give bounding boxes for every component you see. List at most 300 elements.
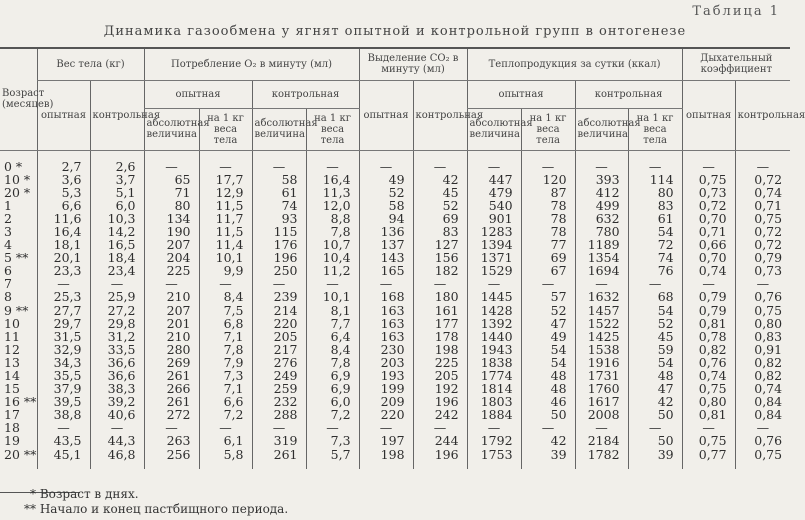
value-cell: —: [575, 421, 628, 434]
value-cell: 8,8: [306, 212, 359, 225]
value-cell: 6,1: [199, 434, 252, 447]
value-cell: 50: [521, 408, 575, 421]
age-cell: 20 *: [4, 184, 31, 200]
value-cell: —: [37, 277, 90, 290]
header-o2-exp-kg: на 1 кг веса тела: [199, 108, 252, 150]
value-cell: 0,72: [735, 173, 790, 186]
value-cell: 276: [252, 356, 306, 369]
value-cell: —: [252, 421, 306, 434]
value-cell: 11,5: [199, 199, 252, 212]
value-cell: 78: [521, 212, 575, 225]
value-cell: 50: [628, 434, 682, 447]
value-cell: 1440: [467, 330, 521, 343]
value-cell: —: [521, 421, 575, 434]
age-cell: 2: [4, 210, 12, 226]
value-cell: 8,4: [199, 290, 252, 303]
header-weight-exp: опытная: [37, 80, 90, 150]
value-cell: 8,1: [306, 304, 359, 317]
header-age: Возраст (месяцев): [0, 48, 37, 150]
value-cell: 11,5: [199, 225, 252, 238]
age-cell: 19: [4, 433, 20, 449]
value-cell: 7,2: [306, 408, 359, 421]
value-cell: 7,8: [199, 343, 252, 356]
value-cell: 230: [359, 343, 413, 356]
value-cell: —: [144, 421, 199, 434]
value-cell: 1782: [575, 448, 628, 469]
value-cell: 47: [521, 317, 575, 330]
value-cell: 54: [628, 225, 682, 238]
value-cell: 266: [144, 382, 199, 395]
value-cell: 280: [144, 343, 199, 356]
value-cell: 36,6: [90, 356, 144, 369]
value-cell: 0,84: [735, 395, 790, 408]
value-cell: 0,81: [682, 317, 735, 330]
value-cell: 50: [628, 408, 682, 421]
value-cell: 136: [359, 225, 413, 238]
value-cell: 5,1: [90, 186, 144, 199]
value-cell: 178: [413, 330, 467, 343]
value-cell: 137: [359, 238, 413, 251]
value-cell: 5,7: [306, 448, 359, 469]
header-o2-exp: опытная: [144, 80, 252, 108]
value-cell: 393: [575, 173, 628, 186]
value-cell: 0,79: [682, 290, 735, 303]
value-cell: 0,75: [735, 212, 790, 225]
value-cell: 2,6: [90, 150, 144, 173]
table-row: [0, 290, 790, 303]
table-row: [0, 448, 790, 469]
header-rq-ctl: контрольная: [735, 80, 790, 150]
value-cell: 18,1: [37, 238, 90, 251]
value-cell: 214: [252, 304, 306, 317]
value-cell: 6,0: [90, 199, 144, 212]
value-cell: 447: [467, 173, 521, 186]
value-cell: 0,79: [735, 251, 790, 264]
value-cell: 27,7: [37, 304, 90, 317]
value-cell: 38,3: [90, 382, 144, 395]
value-cell: 0,73: [735, 264, 790, 277]
value-cell: 261: [144, 395, 199, 408]
value-cell: 412: [575, 186, 628, 199]
value-cell: 479: [467, 186, 521, 199]
value-cell: 177: [413, 317, 467, 330]
value-cell: 632: [575, 212, 628, 225]
age-cell: 11: [4, 328, 20, 344]
value-cell: 182: [413, 264, 467, 277]
table-row: [0, 317, 790, 330]
value-cell: 7,7: [306, 317, 359, 330]
header-co2-exp: опытная: [359, 80, 413, 150]
value-cell: 1632: [575, 290, 628, 303]
value-cell: 1774: [467, 369, 521, 382]
age-cell: 3: [4, 223, 12, 239]
value-cell: 54: [628, 356, 682, 369]
value-cell: 2008: [575, 408, 628, 421]
value-cell: —: [252, 277, 306, 290]
value-cell: 263: [144, 434, 199, 447]
value-cell: —: [199, 150, 252, 173]
age-cell: 9 **: [4, 302, 29, 318]
value-cell: 1943: [467, 343, 521, 356]
value-cell: 0,71: [735, 199, 790, 212]
value-cell: —: [359, 277, 413, 290]
header-heat-exp: опытная: [467, 80, 575, 108]
value-cell: 210: [144, 330, 199, 343]
value-cell: —: [575, 277, 628, 290]
value-cell: 2,7: [37, 150, 90, 173]
table-row: [0, 330, 790, 343]
value-cell: 190: [144, 225, 199, 238]
value-cell: 72: [628, 238, 682, 251]
value-cell: 48: [628, 369, 682, 382]
age-cell: 1: [4, 197, 12, 213]
value-cell: 7,2: [199, 408, 252, 421]
value-cell: 6,6: [37, 199, 90, 212]
value-cell: 1694: [575, 264, 628, 277]
value-cell: 42: [521, 434, 575, 447]
value-cell: 5,8: [199, 448, 252, 469]
value-cell: —: [306, 421, 359, 434]
value-cell: 1617: [575, 395, 628, 408]
header-weight: Вес тела (кг): [37, 48, 144, 80]
value-cell: 0,79: [682, 304, 735, 317]
age-cell: 20 **: [4, 446, 37, 462]
gas-exchange-table: [0, 47, 805, 469]
value-cell: 205: [413, 369, 467, 382]
value-cell: 42: [413, 173, 467, 186]
value-cell: 25,3: [37, 290, 90, 303]
value-cell: 74: [252, 199, 306, 212]
value-cell: 0,78: [682, 330, 735, 343]
value-cell: 163: [359, 317, 413, 330]
value-cell: 27,2: [90, 304, 144, 317]
value-cell: 1392: [467, 317, 521, 330]
value-cell: 0,84: [735, 408, 790, 421]
value-cell: 0,66: [682, 238, 735, 251]
value-cell: 11,7: [199, 212, 252, 225]
header-heat-ctl: контрольная: [575, 80, 682, 108]
value-cell: 10,1: [306, 290, 359, 303]
value-cell: 6,9: [306, 382, 359, 395]
value-cell: 499: [575, 199, 628, 212]
header-heat-exp-kg: на 1 кг веса тела: [521, 108, 575, 150]
value-cell: 176: [252, 238, 306, 251]
value-cell: 1522: [575, 317, 628, 330]
value-cell: 10,1: [199, 251, 252, 264]
header-heat: Теплопродукция за сутки (ккал): [467, 48, 682, 80]
value-cell: 48: [521, 369, 575, 382]
table-row: [0, 199, 790, 212]
value-cell: 207: [144, 238, 199, 251]
value-cell: 1838: [467, 356, 521, 369]
value-cell: 25,9: [90, 290, 144, 303]
value-cell: —: [628, 150, 682, 173]
value-cell: 0,74: [682, 264, 735, 277]
value-cell: 7,8: [306, 225, 359, 238]
header-heat-ctl-kg: на 1 кг веса тела: [628, 108, 682, 150]
table-row: [0, 186, 790, 199]
value-cell: 77: [521, 238, 575, 251]
table-row: [0, 173, 790, 186]
value-cell: 3,7: [90, 173, 144, 186]
value-cell: 201: [144, 317, 199, 330]
value-cell: 0,72: [682, 199, 735, 212]
value-cell: 0,80: [682, 395, 735, 408]
age-cell: 14: [4, 368, 20, 383]
age-cell: 6: [4, 263, 12, 279]
value-cell: 239: [252, 290, 306, 303]
value-cell: 44,3: [90, 434, 144, 447]
age-cell: 10 *: [4, 171, 31, 187]
age-cell: 7: [4, 276, 12, 292]
value-cell: —: [90, 421, 144, 434]
value-cell: 1425: [575, 330, 628, 343]
value-cell: 193: [359, 369, 413, 382]
value-cell: 196: [413, 395, 467, 408]
value-cell: 59: [628, 343, 682, 356]
value-cell: 6,9: [306, 369, 359, 382]
age-cell: 18: [4, 420, 20, 436]
value-cell: 10,7: [306, 238, 359, 251]
header-co2-ctl: контрольная: [413, 80, 467, 150]
value-cell: —: [413, 277, 467, 290]
value-cell: 1814: [467, 382, 521, 395]
value-cell: 780: [575, 225, 628, 238]
value-cell: 80: [628, 186, 682, 199]
value-cell: 225: [144, 264, 199, 277]
value-cell: 17,7: [199, 173, 252, 186]
value-cell: 134: [144, 212, 199, 225]
value-cell: 76: [628, 264, 682, 277]
value-cell: 52: [628, 317, 682, 330]
value-cell: 197: [359, 434, 413, 447]
value-cell: 250: [252, 264, 306, 277]
value-cell: 232: [252, 395, 306, 408]
value-cell: 52: [359, 186, 413, 199]
value-cell: 11,2: [306, 264, 359, 277]
value-cell: 0,75: [735, 304, 790, 317]
value-cell: 0,74: [735, 186, 790, 199]
value-cell: 1529: [467, 264, 521, 277]
value-cell: 23,4: [90, 264, 144, 277]
value-cell: 80: [144, 199, 199, 212]
value-cell: 540: [467, 199, 521, 212]
value-cell: —: [467, 150, 521, 173]
value-cell: 8,4: [306, 343, 359, 356]
age-cell: 15: [4, 381, 20, 397]
value-cell: —: [306, 277, 359, 290]
value-cell: —: [199, 277, 252, 290]
value-cell: 165: [359, 264, 413, 277]
value-cell: 74: [628, 251, 682, 264]
value-cell: —: [413, 421, 467, 434]
age-cell: 0 *: [4, 158, 23, 174]
value-cell: 54: [628, 304, 682, 317]
header-rq: Дыхательный коэффициент: [682, 48, 790, 80]
table-row: [0, 304, 790, 317]
value-cell: 12,9: [199, 186, 252, 199]
value-cell: 16,4: [306, 173, 359, 186]
value-cell: 0,76: [682, 356, 735, 369]
value-cell: 0,76: [735, 290, 790, 303]
value-cell: 180: [413, 290, 467, 303]
value-cell: 12,0: [306, 199, 359, 212]
value-cell: 1445: [467, 290, 521, 303]
value-cell: 61: [628, 212, 682, 225]
header-o2: Потребление O₂ в минуту (мл): [144, 48, 359, 80]
value-cell: 39: [521, 448, 575, 469]
value-cell: 54: [521, 343, 575, 356]
value-cell: 0,77: [682, 448, 735, 469]
value-cell: 47: [628, 382, 682, 395]
value-cell: 0,82: [735, 356, 790, 369]
value-cell: 1760: [575, 382, 628, 395]
value-cell: 34,3: [37, 356, 90, 369]
table-row: [0, 150, 790, 173]
value-cell: 1354: [575, 251, 628, 264]
value-cell: 65: [144, 173, 199, 186]
value-cell: 114: [628, 173, 682, 186]
value-cell: 16,4: [37, 225, 90, 238]
value-cell: 11,3: [306, 186, 359, 199]
value-cell: —: [467, 421, 521, 434]
value-cell: 225: [413, 356, 467, 369]
value-cell: 259: [252, 382, 306, 395]
age-cell: 8: [4, 289, 12, 305]
value-cell: 93: [252, 212, 306, 225]
value-cell: 29,8: [90, 317, 144, 330]
value-cell: 0,74: [735, 382, 790, 395]
value-cell: 6,4: [306, 330, 359, 343]
value-cell: 163: [359, 304, 413, 317]
value-cell: 45,1: [37, 448, 90, 469]
value-cell: 0,70: [682, 212, 735, 225]
value-cell: 210: [144, 290, 199, 303]
value-cell: —: [467, 277, 521, 290]
value-cell: —: [628, 277, 682, 290]
value-cell: 0,82: [682, 343, 735, 356]
footnote-2: ** Начало и конец пастбищного периода.: [24, 502, 289, 516]
value-cell: 288: [252, 408, 306, 421]
value-cell: 83: [413, 225, 467, 238]
value-cell: 52: [413, 199, 467, 212]
value-cell: 244: [413, 434, 467, 447]
value-cell: 0,83: [735, 330, 790, 343]
value-cell: 39,2: [90, 395, 144, 408]
value-cell: —: [682, 277, 735, 290]
value-cell: 0,91: [735, 343, 790, 356]
table-body: [0, 150, 790, 469]
value-cell: 0,74: [682, 369, 735, 382]
value-cell: —: [144, 150, 199, 173]
header-o2-ctl-kg: на 1 кг веса тела: [306, 108, 359, 150]
value-cell: 1731: [575, 369, 628, 382]
value-cell: 58: [252, 173, 306, 186]
value-cell: 10,3: [90, 212, 144, 225]
value-cell: 198: [359, 448, 413, 469]
value-cell: 49: [521, 330, 575, 343]
value-cell: 71: [144, 186, 199, 199]
table-number: Таблица 1: [692, 4, 780, 19]
header-co2: Выделение CO₂ в минуту (мл): [359, 48, 467, 80]
value-cell: 207: [144, 304, 199, 317]
value-cell: 0,80: [735, 317, 790, 330]
value-cell: 57: [521, 290, 575, 303]
value-cell: 7,1: [199, 330, 252, 343]
value-cell: 46,8: [90, 448, 144, 469]
value-cell: 0,75: [682, 173, 735, 186]
value-cell: 0,76: [735, 434, 790, 447]
value-cell: 0,81: [682, 408, 735, 421]
value-cell: 38,8: [37, 408, 90, 421]
value-cell: 48: [521, 382, 575, 395]
value-cell: 168: [359, 290, 413, 303]
value-cell: —: [735, 421, 790, 434]
value-cell: —: [682, 421, 735, 434]
value-cell: 10,4: [306, 251, 359, 264]
value-cell: 37,9: [37, 382, 90, 395]
value-cell: 220: [359, 408, 413, 421]
header-rq-exp: опытная: [682, 80, 735, 150]
value-cell: —: [359, 421, 413, 434]
value-cell: —: [144, 277, 199, 290]
header-heat-exp-abs: абсолютная величина: [467, 108, 521, 150]
value-cell: 127: [413, 238, 467, 251]
value-cell: 45: [413, 186, 467, 199]
value-cell: 32,9: [37, 343, 90, 356]
value-cell: 0,75: [682, 382, 735, 395]
value-cell: 205: [252, 330, 306, 343]
value-cell: 7,1: [199, 382, 252, 395]
value-cell: 1916: [575, 356, 628, 369]
table-row: [0, 343, 790, 356]
value-cell: —: [735, 277, 790, 290]
value-cell: —: [521, 277, 575, 290]
header-weight-ctl: контрольная: [90, 80, 144, 150]
value-cell: 156: [413, 251, 467, 264]
value-cell: 203: [359, 356, 413, 369]
value-cell: —: [575, 150, 628, 173]
value-cell: 58: [359, 199, 413, 212]
value-cell: 11,6: [37, 212, 90, 225]
value-cell: —: [682, 150, 735, 173]
value-cell: 69: [413, 212, 467, 225]
value-cell: 1803: [467, 395, 521, 408]
value-cell: 198: [413, 343, 467, 356]
value-cell: 2184: [575, 434, 628, 447]
value-cell: 0,72: [735, 238, 790, 251]
value-cell: 6,0: [306, 395, 359, 408]
value-cell: 16,5: [90, 238, 144, 251]
value-cell: 7,9: [199, 356, 252, 369]
value-cell: 7,3: [199, 369, 252, 382]
value-cell: 120: [521, 173, 575, 186]
value-cell: 69: [521, 251, 575, 264]
value-cell: 29,7: [37, 317, 90, 330]
value-cell: 196: [252, 251, 306, 264]
value-cell: 199: [359, 382, 413, 395]
value-cell: 87: [521, 186, 575, 199]
value-cell: 83: [628, 199, 682, 212]
value-cell: 217: [252, 343, 306, 356]
value-cell: 3,6: [37, 173, 90, 186]
value-cell: —: [735, 150, 790, 173]
value-cell: 68: [628, 290, 682, 303]
value-cell: 40,6: [90, 408, 144, 421]
header-heat-ctl-abs: абсолютная величина: [575, 108, 628, 150]
value-cell: 39,5: [37, 395, 90, 408]
value-cell: 54: [521, 356, 575, 369]
